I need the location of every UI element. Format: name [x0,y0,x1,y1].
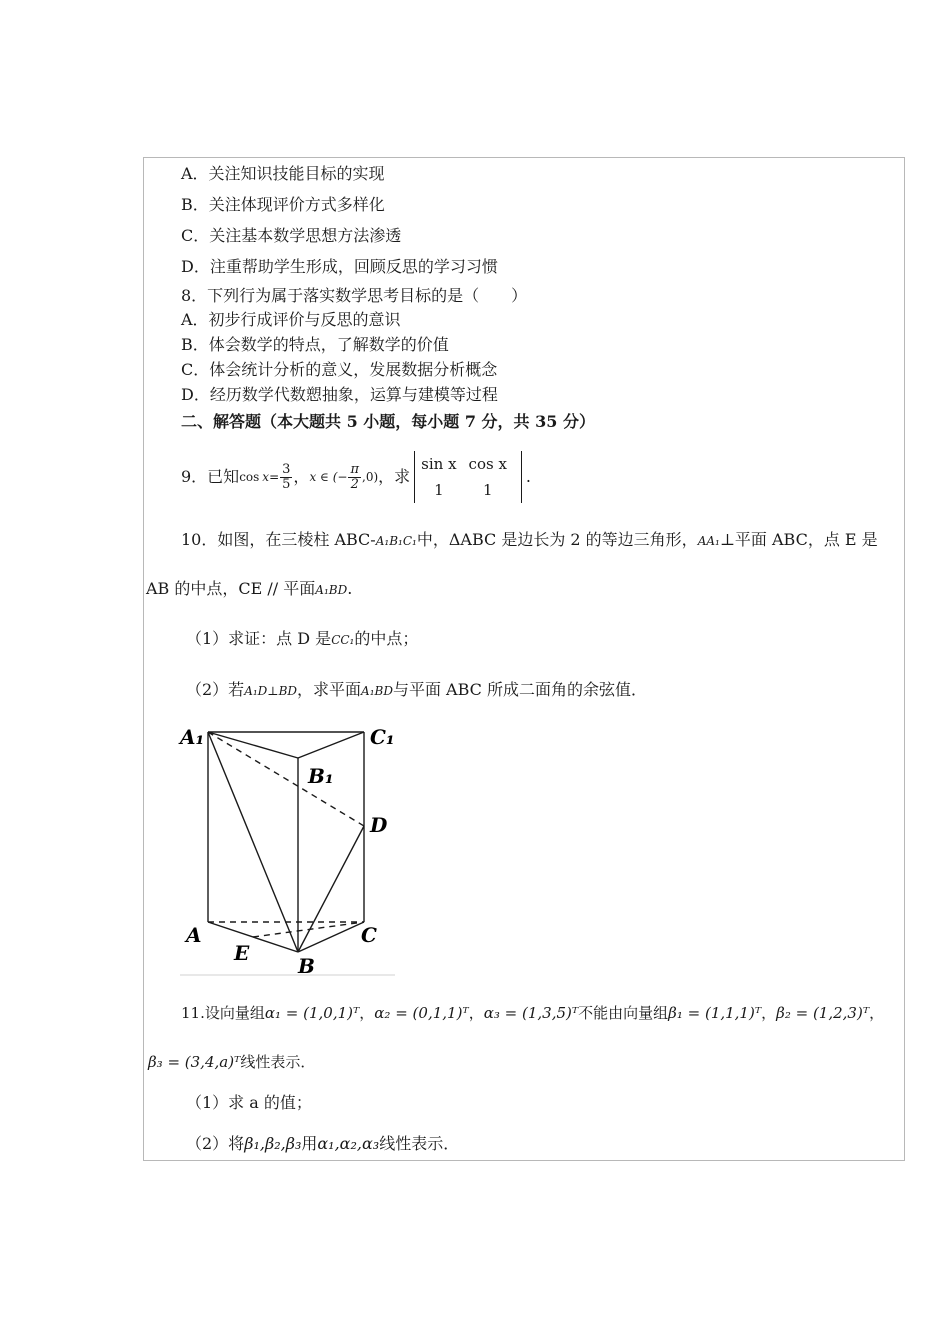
q10-part2 [186,680,647,701]
q10-prism: A₁B₁C₁ [375,534,417,548]
edge-a1-b1 [208,732,298,758]
q10-part2-c: 与平面 ABC 所成二面角的余弦值． [392,680,647,699]
label-b: B [298,954,315,978]
q11-line2 [148,1052,315,1072]
q9-domain-pre: x ∈ (− [309,470,348,484]
q9-ask: ，求 [378,467,411,486]
segment-a1-b [208,732,298,952]
q9-pi-fraction [348,463,361,492]
q7-option-b: B．关注体现评价方式多样化 [181,195,385,214]
q9-end: . [525,467,531,486]
q11-alpha1: α₁ = (1,0,1)ᵀ [264,1004,360,1022]
q9-eq: = [269,470,280,484]
q11-alphas: α₁,α₂,α₃ [317,1134,380,1153]
q10-a1bd-2: A₁BD [361,684,393,698]
q9-pi: π [350,461,359,477]
q11-line2-b: 线性表示． [240,1053,316,1071]
q9-two: 2 [350,476,359,492]
q7-option-d: D．注重帮助学生形成，回顾反思的学习习惯 [181,257,498,276]
q11-part2-a: （2）将 [186,1134,245,1153]
q8-option-c: C．体会统计分析的意义，发展数据分析概念 [181,360,498,379]
q9-prefix: 9．已知 [181,467,240,486]
q9 [181,452,531,502]
segment-a1-d [208,732,364,826]
q10-aa1: AA₁ [697,534,720,548]
q9-denominator: 5 [282,476,291,492]
q10-a1bd: A₁BD [315,583,348,597]
label-a1: A₁ [180,725,205,749]
label-a: A [186,923,202,947]
q10-part1-b: 的中点； [354,629,419,648]
segment-b-d [298,826,364,952]
q11-alpha3: α₃ = (1,3,5)ᵀ [483,1004,579,1022]
q10-line2-b: . [347,579,353,598]
q11-beta3: β₃ = (3,4,a)ᵀ [148,1053,241,1071]
q11-beta2: β₂ = (1,2,3)ᵀ [776,1004,870,1022]
section-heading: 二、解答题（本大题共 5 小题，每小题 7 分，共 35 分） [181,412,595,431]
q11-mid: 不能由向量组 [578,1004,669,1022]
q10-line1-c: ⊥平面 ABC，点 E 是 [719,530,878,549]
q8-stem: 8．下列行为属于落实数学思考目标的是（ ） [181,286,528,305]
q10-line2 [146,579,352,600]
q11-comma-end: ， [869,1004,885,1022]
prism-figure [170,715,410,980]
q11-sep-3: ， [761,1004,777,1022]
q10-cc1: CC₁ [331,633,355,647]
q10-a1d: A₁D⊥BD [244,684,298,698]
q11-line1 [181,1003,884,1023]
q9-m12: cos x [468,455,507,473]
label-d: D [370,813,388,837]
q9-m21: 1 [434,481,444,499]
label-e: E [234,941,250,965]
q11-sep-2: ， [468,1004,484,1022]
q9-fraction [280,463,292,492]
q10-line1-a: 10．如图，在三棱柱 ABC- [181,530,376,549]
q9-comma: ， [293,467,310,486]
q10-part2-a: （2）若 [186,680,245,699]
q9-cos: cos [239,470,260,484]
q7-option-c: C．关注基本数学思想方法渗透 [181,226,402,245]
q11-sep-1: ， [359,1004,375,1022]
q10-line2-a: AB 的中点，CE // 平面 [146,579,316,598]
q9-determinant [414,451,522,503]
q11-part2-c: 线性表示． [379,1134,460,1153]
edge-b1-c1 [298,732,364,758]
q11-line1-a: 11.设向量组 [181,1004,265,1022]
q9-numerator: 3 [282,461,291,477]
q8-option-d: D．经历数学代数愬抽象，运算与建模等过程 [181,385,498,404]
q9-m22: 1 [482,481,493,499]
label-c: C [361,923,377,947]
q8-option-a: A．初步行成评价与反思的意识 [181,310,401,329]
q10-line1 [181,530,878,551]
label-b1: B₁ [308,764,334,788]
q11-part1: （1）求 a 的值； [186,1093,312,1112]
q7-option-a: A．关注知识技能目标的实现 [181,164,385,183]
q11-beta1: β₁ = (1,1,1)ᵀ [668,1004,762,1022]
q9-m11: sin x [421,455,457,473]
q9-x: x [262,470,270,484]
q10-part1-a: （1）求证：点 D 是 [186,629,332,648]
label-c1: C₁ [370,725,395,749]
q10-part2-b: ，求平面 [297,680,362,699]
q8-option-b: B．体会数学的特点，了解数学的价值 [181,335,449,354]
q11-part2 [186,1134,459,1154]
q9-domain-post: ,0) [362,470,379,484]
q11-betas: β₁,β₂,β₃ [244,1134,302,1153]
q11-alpha2: α₂ = (0,1,1)ᵀ [374,1004,469,1022]
q11-part2-b: 用 [301,1134,318,1153]
q10-line1-b: 中，ΔABC 是边长为 2 的等边三角形， [416,530,698,549]
q10-part1 [186,629,418,650]
